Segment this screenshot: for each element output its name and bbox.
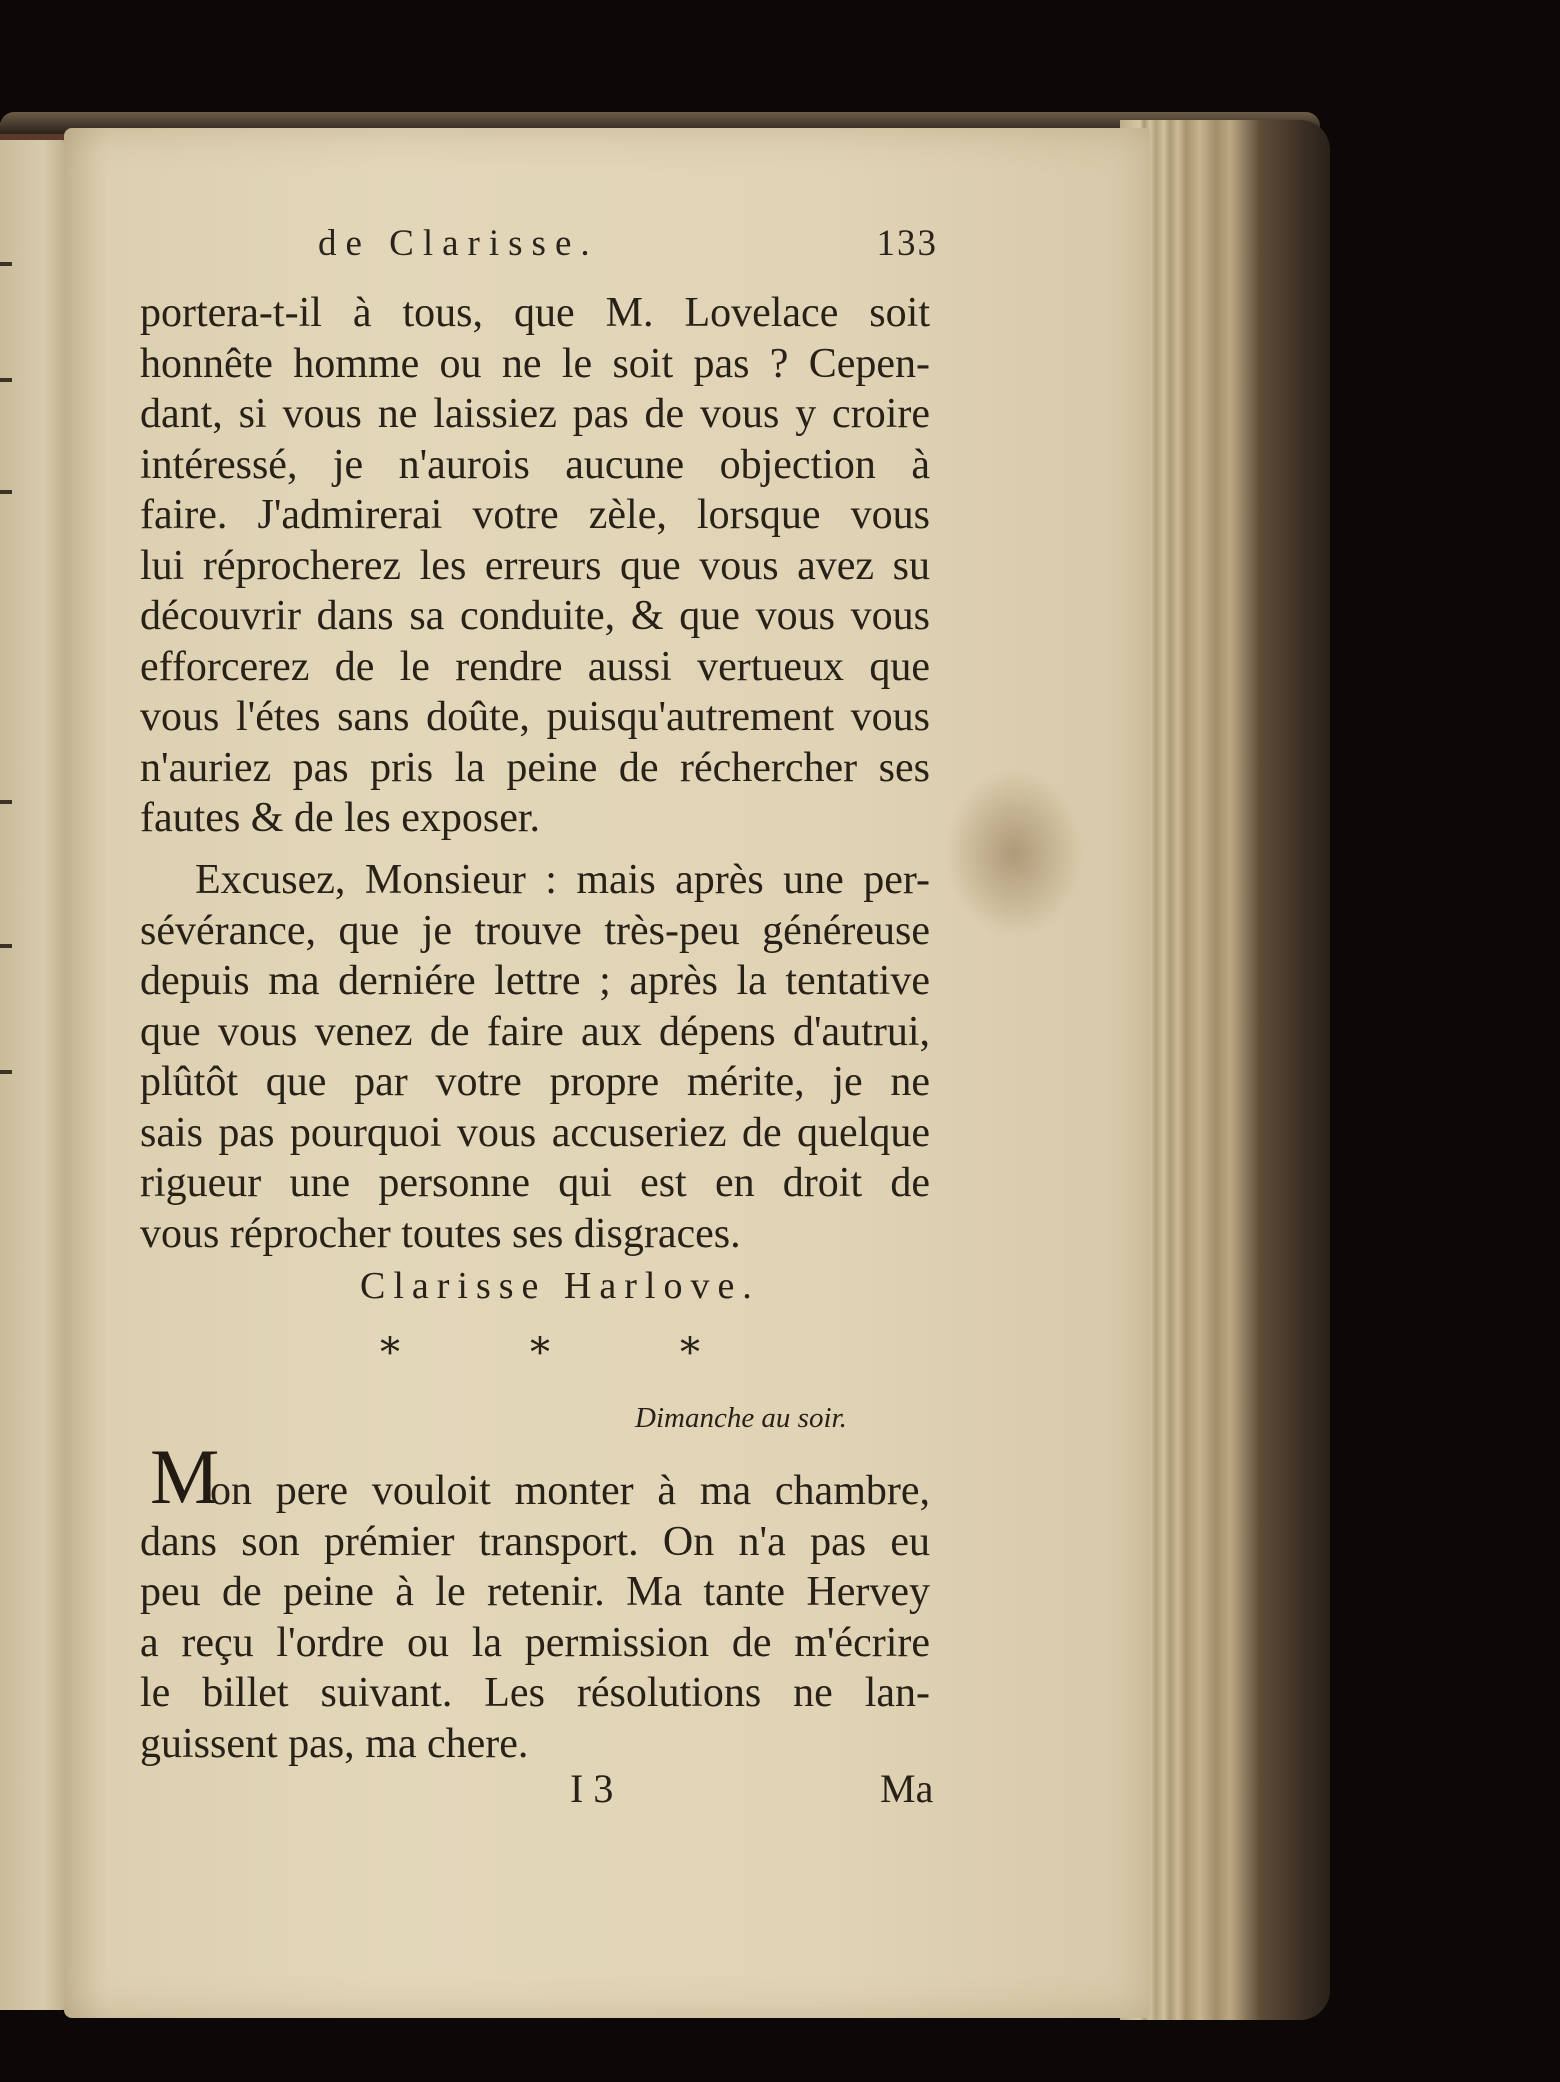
facing-page-letter-fragment <box>0 944 12 948</box>
text-line: dant, si vous ne laissiez pas de vous y croire <box>140 391 930 437</box>
facing-page-letter-fragment <box>0 1070 12 1074</box>
paragraph-3 <box>140 1466 930 1769</box>
text-line: honnête homme ou ne le soit pas ? Cepen- <box>140 340 930 387</box>
text-line: faire. J'admirerai votre zèle, lorsque vous <box>140 492 930 538</box>
running-head-title: de Clarisse. <box>318 223 599 264</box>
text-line: guissent pas, ma chere. <box>140 1720 529 1767</box>
text-line: vous réprocher toutes ses disgraces. <box>140 1210 741 1257</box>
text-line: a reçu l'ordre ou la permission de m'écrire <box>140 1619 930 1666</box>
text-line: fautes & de les exposer. <box>140 795 541 841</box>
facing-page-letter-fragment <box>0 800 12 804</box>
paragraph-2 <box>140 855 930 1259</box>
text-line: sévérance, que je trouve très-peu généreuse <box>140 907 930 954</box>
text-line: que vous venez de faire aux dépens d'autrui, <box>140 1008 930 1055</box>
text-line: Excusez, Monsieur : mais après une per- <box>195 857 930 903</box>
catchword: Ma <box>880 1766 934 1811</box>
text-line: n'auriez pas pris la peine de réchercher ses <box>140 744 930 791</box>
text-line: efforcerez de le rendre aussi vertueux que <box>140 643 930 690</box>
text-line: dans son prémier transport. On n'a pas eu <box>140 1518 930 1565</box>
facing-page-letter-fragment <box>0 378 12 382</box>
text-line: on pere vouloit monter à ma chambre, <box>210 1468 930 1514</box>
text-line: rigueur une personne qui est en droit de <box>140 1160 930 1206</box>
text-line: découvrir dans sa conduite, & que vous vous <box>140 593 930 639</box>
letter-signature: Clarisse Harlove. <box>360 1265 760 1307</box>
text-line: le billet suivant. Les résolutions ne lan- <box>140 1670 930 1716</box>
text-line: intéressé, je n'aurois aucune objection à <box>140 441 930 488</box>
text-line: vous l'étes sans doûte, puisqu'autrement vous <box>140 694 930 740</box>
text-line: sais pas pourquoi vous accuseriez de quelque <box>140 1109 930 1156</box>
dateline: Dimanche au soir. <box>635 1402 847 1434</box>
running-head <box>318 222 938 265</box>
foxing-stain <box>944 768 1084 938</box>
book-fore-edge <box>1120 120 1330 2020</box>
section-break <box>380 1330 700 1376</box>
facing-page-letter-fragment <box>0 490 12 494</box>
facing-page <box>0 140 72 2010</box>
asterisk: * <box>680 1330 700 1376</box>
text-line: plûtôt que par votre propre mérite, je ne <box>140 1059 930 1105</box>
paragraph-1 <box>140 288 930 844</box>
text-line: portera-t-il à tous, que M. Lovelace soit <box>140 290 930 336</box>
text-line: peu de peine à le retenir. Ma tante Hervey <box>140 1569 930 1615</box>
text-line: lui réprocherez les erreurs que vous avez su <box>140 542 930 589</box>
page-number: 133 <box>876 223 938 264</box>
drop-cap: M <box>150 1433 220 1520</box>
asterisk: * <box>380 1330 400 1376</box>
text-line: depuis ma derniére lettre ; après la tentative <box>140 958 930 1004</box>
signature-mark: I 3 <box>570 1766 614 1811</box>
facing-page-letter-fragment <box>0 262 12 266</box>
asterisk: * <box>530 1330 550 1376</box>
